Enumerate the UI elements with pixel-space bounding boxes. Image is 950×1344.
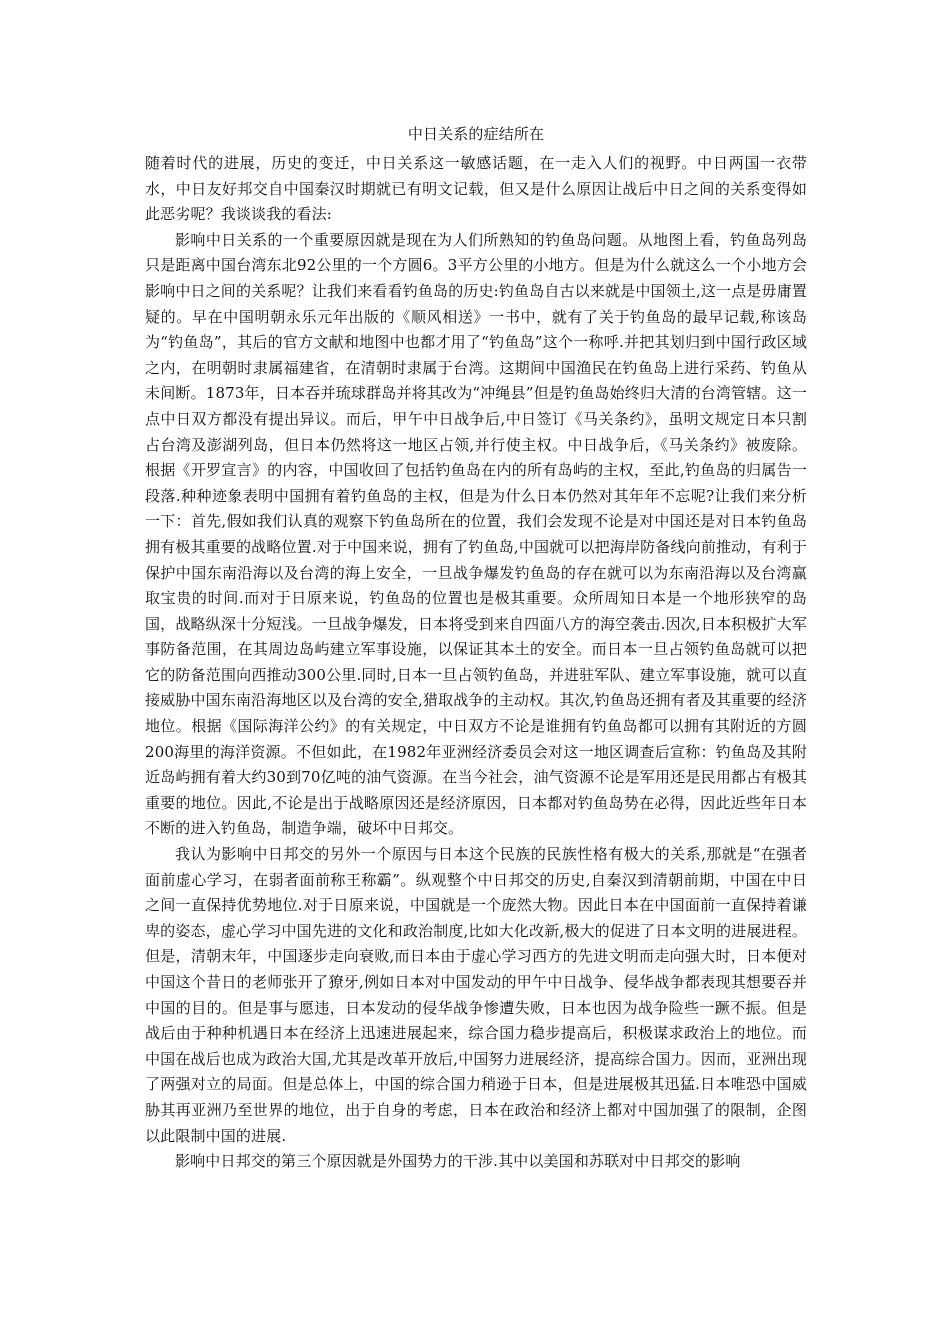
paragraph-national-character: 我认为影响中日邦交的另外一个原因与日本这个民族的民族性格有极大的关系,那就是“在强者面前虚心学习，在弱者面前称王称霸”。纵观整个中日邦交的历史,自秦汉到清朝前期，中国在中日之间一直保持优势地位.对于日原来说，中国就是一个庞然大物。因此日本在中国面前一直保持着谦卑的姿态，虚心学习中国先进的文化和政治制度,比如大化改新,极大的促进了日本文明的进展进程。但是，清朝末年，中国逐步走向衰败,而日本由于虚心学习西方的先进文明而走向强大时，日本便对中国这个昔日的老师张开了獠牙,例如日本对中国发动的甲午中日战争、侵华战争都表现其想要吞并中国的目的。但是事与愿违，日本发动的侵华战争惨遭失败，日本也因为战争险些一蹶不振。但是战后由于种种机遇日本在经济上迅速进展起来，综合国力稳步提高后，积极谋求政治上的地位。而中国在战后也成为政治大国,尤其是改革开放后,中国努力进展经济，提高综合国力。因而，亚洲出现了两强对立的局面。但是总体上，中国的综合国力稍逊于日本，但是进展极其迅猛.日本唯恐中国威胁其再亚洲乃至世界的地位，出于自身的考虑，日本在政治和经济上都对中国加强了的限制，企图以此限制中国的进展.	[145, 845, 807, 1145]
paragraph-foreign-influence: 影响中日邦交的第三个原因就是外国势力的干涉.其中以美国和苏联对中日邦交的影响	[175, 1152, 741, 1171]
paragraph-diaoyu-island: 影响中日关系的一个重要原因就是现在为人们所熟知的钓鱼岛问题。从地图上看，钓鱼岛列岛只是距离中国台湾东北92公里的一个方圆6。3平方公里的小地方。但是为什么就这么一个小地方会影响中日之间的关系呢？让我们来看看钓鱼岛的历史:钓鱼岛自古以来就是中国领土,这一点是毋庸置疑的。早在中国明朝永乐元年出版的《顺风相送》一书中，就有了关于钓鱼岛的最早记载,称该岛为“钓鱼岛”，其后的官方文献和地图中也都才用了“钓鱼岛”这个一称呼.并把其划归到中国行政区域之内，在明朝时隶属福建省，在清朝时隶属于台湾。这期间中国渔民在钓鱼岛上进行采药、钓鱼从未间断。1873年，日本吞并琉球群岛并将其改为“冲绳县”但是钓鱼岛始终归大清的台湾管辖。这一点中日双方都没有提出异议。而后，甲午中日战争后,中日签订《马关条约》，虽明文规定日本只割占台湾及澎湖列岛，但日本仍然将这一地区占领,并行使主权。中日战争后，《马关条约》被废除。根据《开罗宣言》的内容，中国收回了包括钓鱼岛在内的所有岛屿的主权，至此,钓鱼岛的归属告一段落.种种迹象表明中国拥有着钓鱼岛的主权，但是为什么日本仍然对其年年不忘呢?让我们来分析一下：首先,假如我们认真的观察下钓鱼岛所在的位置，我们会发现不论是对中国还是对日本钓鱼岛拥有极其重要的战略位置.对于中国来说，拥有了钓鱼岛,中国就可以把海岸防备线向前推动，有利于保护中国东南沿海以及台湾的海上安全，一旦战争爆发钓鱼岛的存在就可以为东南沿海以及台湾赢取宝贵的时间.而对于日原来说，钓鱼岛的位置也是极其重要。众所周知日本是一个地形狭窄的岛国，战略纵深十分短浅。一旦战争爆发，日本将受到来自四面八方的海空袭击.因次,日本积极扩大军事防备范围，在其周边岛屿建立军事设施，以保证其本土的安全。而日本一旦占领钓鱼岛就可以把它的防备范围向西推动300公里.同时,日本一旦占领钓鱼岛，并进驻军队、建立军事设施，就可以直接威胁中国东南沿海地区以及台湾的安全,猎取战争的主动权。其次,钓鱼岛还拥有者及其重要的经济地位。根据《国际海洋公约》的有关规定，中日双方不论是谁拥有钓鱼岛都可以拥有其附近的方圆200海里的海洋资源。不但如此，在1982年亚洲经济委员会对这一地区调查后宣称：钓鱼岛及其附近岛屿拥有着大约30到70亿吨的油气资源。在当今社会，油气资源不论是军用还是民用都占有极其重要的地位。因此,不论是出于战略原因还是经济原因，日本都对钓鱼岛势在必得，因此近些年日本不断的进入钓鱼岛，制造争端，破坏中日邦交。	[145, 230, 807, 838]
document-body	[145, 118, 807, 1175]
paragraph-intro: 随着时代的进展，历史的变迁，中日关系这一敏感话题，在一走入人们的视野。中日两国一衣带水，中日友好邦交自中国秦汉时期就已有明文记载，但又是什么原因让战后中日之间的关系变得如此恶劣呢？我谈谈我的看法:	[145, 154, 807, 224]
document-title: 中日关系的症结所在	[407, 125, 545, 143]
